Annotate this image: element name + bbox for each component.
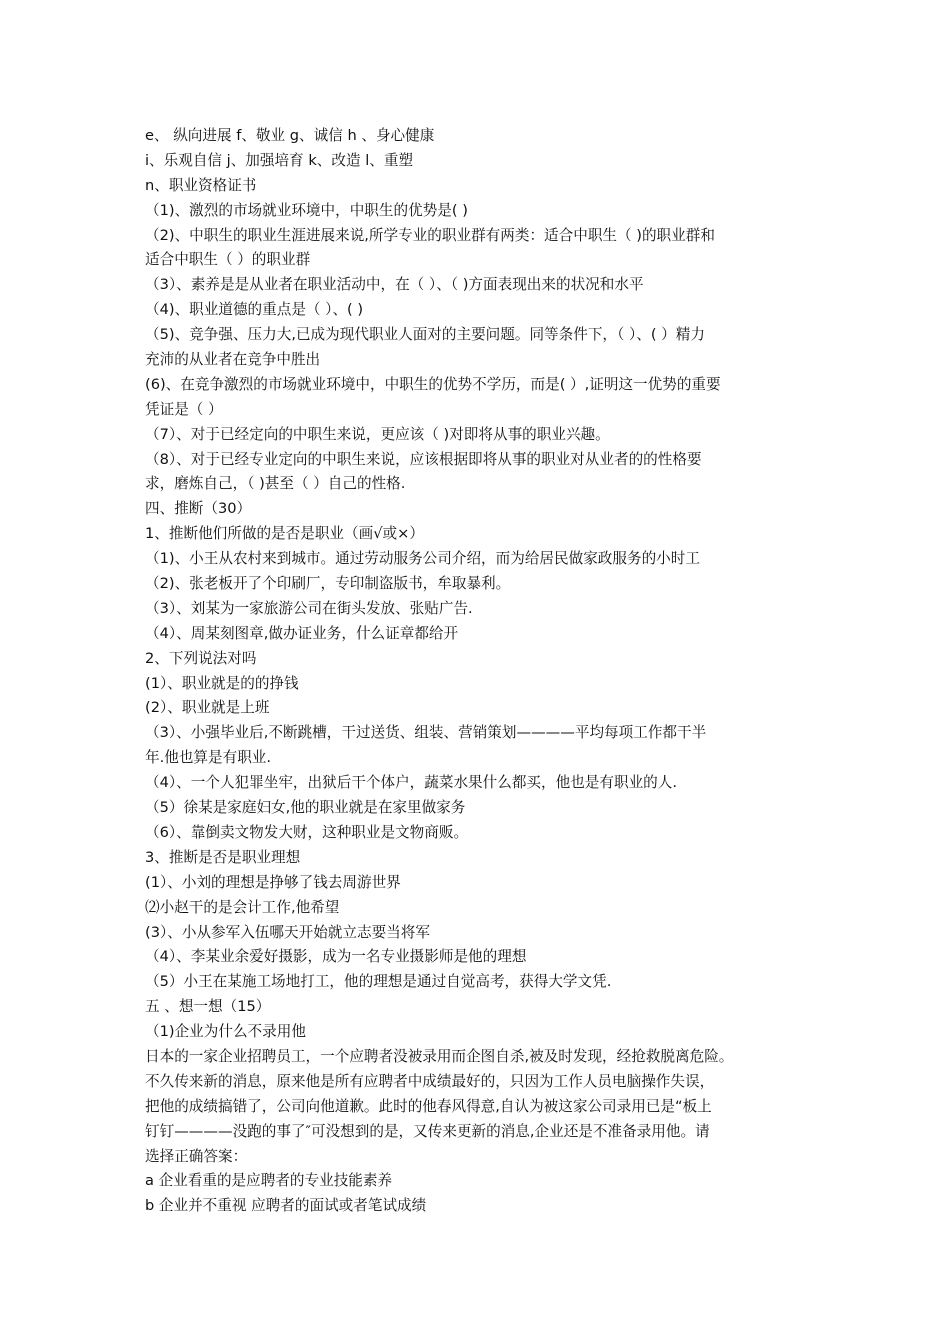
section-heading: 四、推断（30） xyxy=(145,500,252,518)
question-line: （4）、一个人犯罪坐牢，出狱后干个体户，蔬菜水果什么都买，他也是有职业的人. xyxy=(145,774,678,792)
question-line: （8）、对于已经专业定向的中职生来说，应该根据即将从事的职业对从业者的的性格要 xyxy=(145,450,702,468)
question-line: （2)、中职生的职业生涯进展来说,所学专业的职业群有两类：适合中职生（ )的职业群和 xyxy=(145,226,715,244)
paragraph-line: 把他的成绩搞错了，公司向他道歉。此时的他春风得意,自认为被这家公司录用已是“板上 xyxy=(145,1097,712,1115)
paragraph-line: 选择正确答案： xyxy=(145,1147,248,1165)
question-line: （3）、刘某为一家旅游公司在街头发放、张贴广告. xyxy=(145,599,473,617)
question-line: （5)、竞争强、压力大,已成为现代职业人面对的主要问题。同等条件下，（ ）、( ）精力 xyxy=(145,326,705,344)
question-line: (2）、职业就是上班 xyxy=(145,699,270,717)
question-line: （5）徐某是家庭妇女,他的职业就是在家里做家务 xyxy=(145,799,466,817)
question-line: 凭证是（ ） xyxy=(145,400,223,418)
text-line: e、 纵向进展 f、敬业 g、诚信 h 、身心健康 xyxy=(145,127,435,144)
question-line: ⑵小赵干的是会计工作,他希望 xyxy=(145,898,340,916)
section-heading: 五 、想一想（15） xyxy=(145,998,271,1016)
subsection-heading: 3、推断是否是职业理想 xyxy=(145,848,301,866)
subsection-heading: 1、推断他们所做的是否是职业（画√或×） xyxy=(145,525,424,543)
paragraph-line: 不久传来新的消息，原来他是所有应聘者中成绩最好的，只因为工作人员电脑操作失误， xyxy=(145,1072,715,1090)
question-line: 年.他也算是有职业. xyxy=(145,749,272,767)
question-line: （4）、李某业余爱好摄影，成为一名专业摄影师是他的理想 xyxy=(145,948,527,966)
subsection-heading: 2、下列说法对吗 xyxy=(145,649,257,667)
question-line: （1)、小王从农村来到城市。通过劳动服务公司介绍，而为给居民做家政服务的小时工 xyxy=(145,550,700,568)
question-line: （7）、对于已经定向的中职生来说，更应该（ )对即将从事的职业兴趣。 xyxy=(145,425,610,443)
answer-option: b 企业并不重视 应聘者的面试或者笔试成绩 xyxy=(145,1197,427,1215)
question-line: 充沛的从业者在竞争中胜出 xyxy=(145,351,321,369)
question-line: （2)、张老板开了个印刷厂，专印制盗版书，牟取暴利。 xyxy=(145,575,511,593)
text-line: i、乐观自信 j、加强培育 k、改造 l、重塑 xyxy=(145,151,414,169)
question-line: 适合中职生（ ）的职业群 xyxy=(145,251,311,269)
question-line: (3）、小从参军入伍哪天开始就立志要当将军 xyxy=(145,923,430,941)
question-line: （3）、素养是是从业者在职业活动中，在（ ）、（ )方面表现出来的状况和水平 xyxy=(145,276,644,294)
text-line: n、职业资格证书 xyxy=(145,176,257,194)
paragraph-line: 钉钉————没跑的事了″可没想到的是，又传来更新的消息,企业还是不准备录用他。请 xyxy=(145,1122,710,1140)
question-line: (6)、在竞争激烈的市场就业环境中，中职生的优势不学历，而是( ）,证明这一优势的重要 xyxy=(145,375,721,393)
paragraph-line: 日本的一家企业招聘员工，一个应聘者没被录用而企图自杀,被及时发现，经抢救脱离危险。 xyxy=(145,1047,734,1065)
question-line: （5）小王在某施工场地打工，他的理想是通过自觉高考，获得大学文凭. xyxy=(145,973,612,991)
question-line: （4)、职业道德的重点是（ ）、( ) xyxy=(145,301,364,319)
question-line: （4）、周某刻图章,做办证业务，什么证章都给开 xyxy=(145,624,459,642)
document-body xyxy=(145,124,825,1219)
answer-option: a 企业看重的是应聘者的专业技能素养 xyxy=(145,1172,393,1190)
question-line: 求，磨炼自己，（ )甚至（ ）自己的性格. xyxy=(145,475,406,493)
question-line: （6）、靠倒卖文物发大财，这种职业是文物商贩。 xyxy=(145,823,469,841)
subsection-heading: （1)企业为什么不录用他 xyxy=(145,1023,306,1041)
question-line: （3）、小强毕业后,不断跳槽，干过送货、组装、营销策划————平均每项工作都干半 xyxy=(145,724,707,742)
question-line: （1)、激烈的市场就业环境中，中职生的优势是( ) xyxy=(145,201,468,219)
question-line: (1）、小刘的理想是挣够了钱去周游世界 xyxy=(145,873,401,891)
question-line: (1）、职业就是的的挣钱 xyxy=(145,674,299,692)
